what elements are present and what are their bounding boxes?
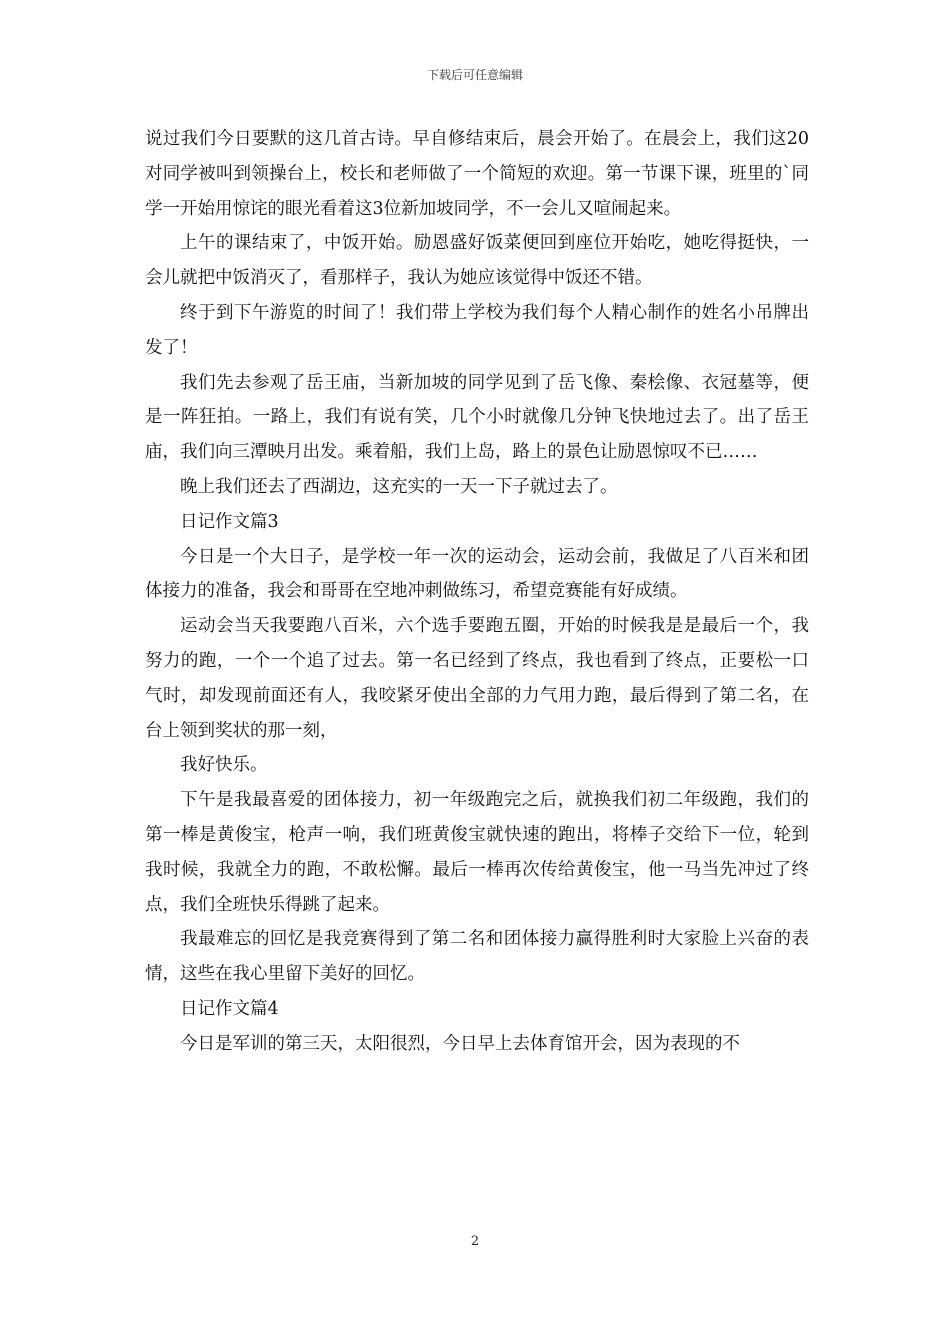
- section-heading-4: 日记作文篇4: [180, 998, 279, 1019]
- paragraph-7: 运动会当天我要跑八百米，六个选手要跑五圈，开始的时候我是是最后一个，我努力的跑，一个一个追了过去。第一名已经到了终点，我也看到了终点，正要松一口气时，却发现前面还有人，我咬紧牙使出全部的力气用力跑，最后得到了第二名，在台上领到奖状的那一刻，: [145, 616, 809, 741]
- document-body: [145, 122, 809, 1062]
- paragraph-3: 终于到下午游览的时间了！我们带上学校为我们每个人精心制作的姓名小吊牌出发了！: [145, 302, 809, 358]
- paragraph-11: 今日是军训的第三天，太阳很烈，今日早上去体育馆开会，因为表现的不: [180, 1033, 740, 1054]
- section-heading-3: 日记作文篇3: [180, 511, 279, 532]
- paragraph-4: 我们先去参观了岳王庙，当新加坡的同学见到了岳飞像、秦桧像、衣冠墓等，便是一阵狂拍。一路上，我们有说有笑，几个小时就像几分钟飞快地过去了。出了岳王庙，我们向三潭映月出发。乘着船，我们上岛，路上的景色让励恩惊叹不已……: [145, 372, 809, 463]
- paragraph-8: 我好快乐。: [180, 755, 268, 776]
- paragraph-1: 说过我们今日要默的这几首古诗。早自修结束后，晨会开始了。在晨会上，我们这20对同学被叫到领操台上，校长和老师做了一个简短的欢迎。第一节课下课，班里的`同学一开始用惊诧的眼光看着这3位新加坡同学，不一会儿又喧闹起来。: [145, 129, 809, 219]
- paragraph-5: 晚上我们还去了西湖边，这充实的一天一下子就过去了。: [180, 476, 618, 497]
- page-header: 下载后可任意编辑: [426, 68, 523, 82]
- page-number: 2: [470, 1234, 480, 1249]
- paragraph-6: 今日是一个大日子，是学校一年一次的运动会，运动会前，我做足了八百米和团体接力的准备，我会和哥哥在空地冲刺做练习，希望竞赛能有好成绩。: [145, 546, 809, 602]
- paragraph-9: 下午是我最喜爱的团体接力，初一年级跑完之后，就换我们初二年级跑，我们的第一棒是黄俊宝，枪声一响，我们班黄俊宝就快速的跑出，将棒子交给下一位，轮到我时候，我就全力的跑，不敢松懈。最后一棒再次传给黄俊宝，他一马当先冲过了终点，我们全班快乐得跳了起来。: [145, 790, 809, 915]
- paragraph-10: 我最难忘的回忆是我竞赛得到了第二名和团体接力赢得胜利时大家脸上兴奋的表情，这些在我心里留下美好的回忆。: [145, 929, 809, 985]
- paragraph-2: 上午的课结束了，中饭开始。励恩盛好饭菜便回到座位开始吃，她吃得挺快，一会儿就把中饭消灭了，看那样子，我认为她应该觉得中饭还不错。: [145, 233, 809, 289]
